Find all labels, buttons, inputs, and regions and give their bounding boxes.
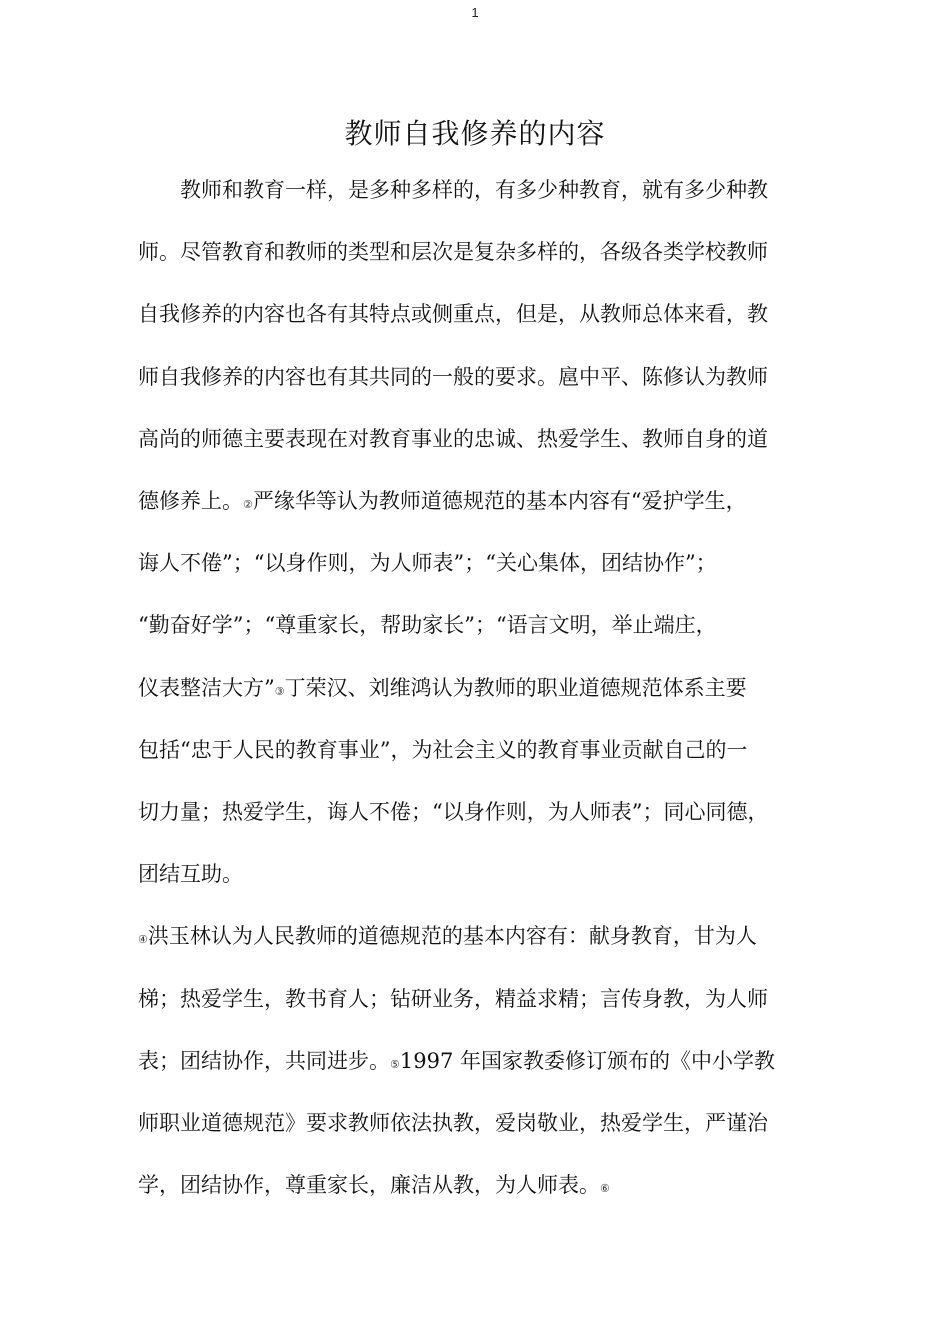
text-line — [138, 610, 717, 640]
text-run: 师。尽管教育和教师的类型和层次是复杂多样的，各级各类学校教师 — [138, 240, 768, 265]
text-line — [138, 673, 747, 703]
text-line — [138, 921, 757, 951]
text-line — [138, 735, 747, 765]
text-run: 1997 年国家教委修订颁布的《中小学教 — [399, 1048, 775, 1073]
text-line — [138, 486, 747, 516]
text-run: 德修养上。 — [138, 489, 243, 513]
text-run: 包括“忠于人民的教育事业”，为社会主义的教育事业贡献自己的一 — [138, 737, 748, 762]
page-title: 教师自我修养的内容 — [344, 117, 606, 150]
text-run: 师职业道德规范》要求教师依法执教，爱岗敬业，热爱学生，严谨治 — [138, 1111, 768, 1135]
text-line — [138, 1108, 768, 1138]
text-run: “勤奋好学”；“尊重家长，帮助家长”；“语言文明，举止端庄， — [138, 613, 717, 638]
text-run: 自我修养的内容也各有其特点或侧重点，但是，从教师总体来看，教 — [138, 302, 768, 327]
text-run: 诲人不倦”；“以身作则，为人师表”；“关心集体，团结协作”； — [138, 551, 717, 576]
text-run: 梯；热爱学生，教书育人；钻研业务，精益求精；言传身教，为人师 — [138, 986, 768, 1011]
text-line — [138, 859, 243, 889]
text-line — [138, 1170, 610, 1200]
text-run: 师自我修养的内容也有其共同的一般的要求。扈中平、陈修认为教师 — [138, 364, 768, 389]
text-line — [138, 237, 768, 267]
text-line — [138, 299, 768, 329]
page-number: 1 — [471, 5, 479, 20]
footnote-marker: ⑥ — [600, 1182, 610, 1196]
text-run: 切力量；热爱学生，诲人不倦；“以身作则，为人师表”；同心同德， — [138, 800, 769, 824]
text-line — [138, 797, 768, 827]
footnote-marker: ⑤ — [390, 1057, 400, 1071]
text-run: 洪玉林认为人民教师的道德规范的基本内容有：献身教育，甘为人 — [147, 924, 757, 949]
text-line — [138, 362, 768, 392]
text-run: 教师和教育一样，是多种多样的，有多少种教育，就有多少种教 — [180, 178, 768, 202]
text-line — [180, 175, 768, 205]
text-run: 仪表整洁大方” — [138, 675, 275, 700]
text-line — [138, 424, 768, 454]
text-run: 学，团结协作，尊重家长，廉洁从教，为人师表。 — [138, 1173, 600, 1198]
text-run: 团结互助。 — [138, 862, 243, 887]
text-line — [138, 984, 768, 1014]
text-line — [138, 548, 717, 578]
text-run: 丁荣汉、刘维鸿认为教师的职业道德规范体系主要 — [284, 675, 747, 700]
footnote-marker: ③ — [274, 684, 285, 698]
text-run: 高尚的师德主要表现在对教育事业的忠诚、热爱学生、教师自身的道 — [138, 426, 768, 451]
footnote-marker: ② — [243, 498, 253, 511]
text-line — [138, 1046, 775, 1076]
footnote-marker: ④ — [138, 933, 148, 947]
text-run: 表；团结协作，共同进步。 — [138, 1048, 390, 1073]
text-run: 严缘华等认为教师道德规范的基本内容有“爱护学生， — [252, 489, 747, 513]
